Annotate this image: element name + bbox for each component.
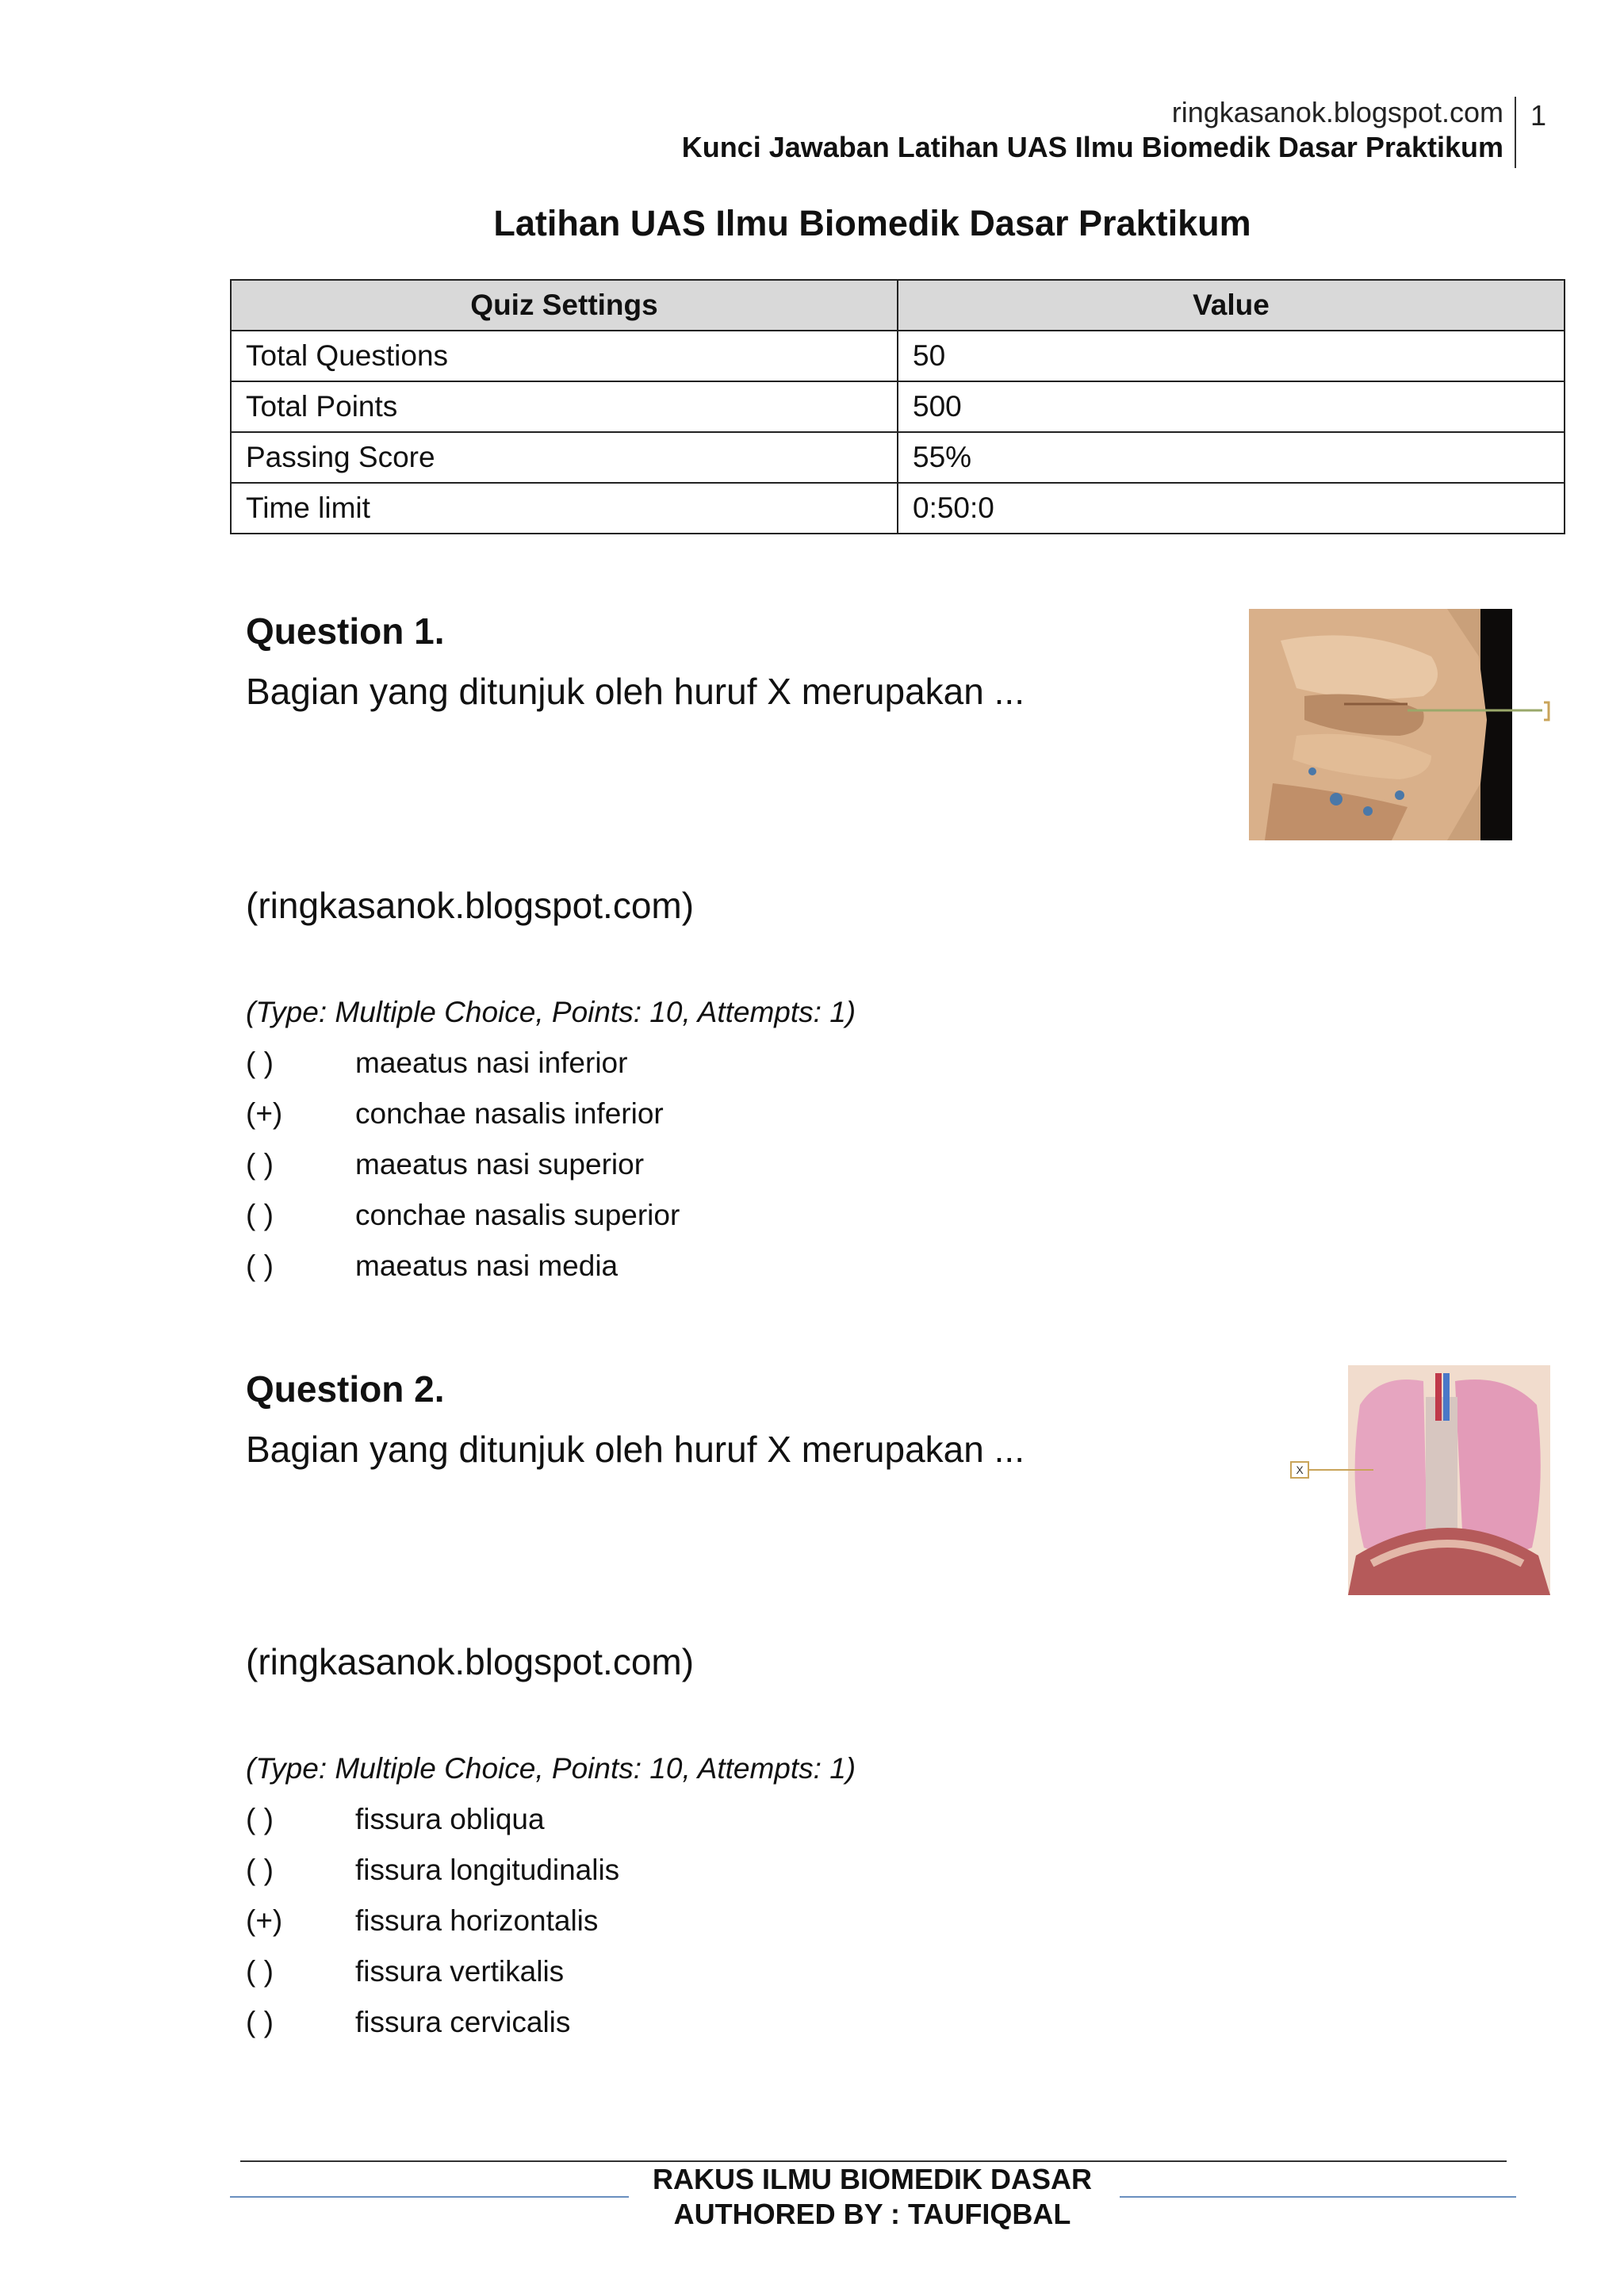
question-1-title: Question 1. [246, 610, 445, 652]
option-text: fissura longitudinalis [355, 1854, 620, 1886]
option-marker: ( ) [246, 2006, 274, 2038]
answer-option[interactable] [246, 1045, 1197, 1096]
setting-value: 50 [898, 331, 1565, 381]
setting-name: Time limit [231, 483, 898, 534]
option-marker: ( ) [246, 1047, 274, 1079]
option-text: conchae nasalis superior [355, 1199, 680, 1231]
option-marker: ( ) [246, 1199, 274, 1231]
header-site: ringkasanok.blogspot.com [1171, 96, 1503, 128]
setting-value: 500 [898, 381, 1565, 432]
column-header: Value [898, 280, 1565, 331]
lungs-image [1285, 1365, 1550, 1595]
setting-name: Passing Score [231, 432, 898, 483]
answer-option[interactable] [246, 1197, 1197, 1248]
option-text: fissura horizontalis [355, 1904, 599, 1937]
option-text: fissura cervicalis [355, 2006, 571, 2038]
option-text: conchae nasalis inferior [355, 1097, 664, 1130]
answer-option[interactable] [246, 1954, 1197, 2004]
answer-option[interactable] [246, 2004, 1197, 2055]
quiz-settings-table [230, 279, 1565, 534]
table-header-row [231, 280, 1565, 331]
header-divider [1515, 97, 1516, 168]
nasal-cavity-image [1249, 609, 1550, 840]
setting-name: Total Points [231, 381, 898, 432]
option-text: fissura obliqua [355, 1803, 545, 1835]
question-2-meta: (Type: Multiple Choice, Points: 10, Attempts: 1) [246, 1752, 856, 1785]
option-text: maeatus nasi superior [355, 1148, 645, 1181]
answer-option[interactable] [246, 1248, 1197, 1299]
footer-line-2: AUTHORED BY : TAUFIQBAL [673, 2198, 1071, 2230]
image-label-x: X [1296, 1464, 1304, 1476]
page-footer [0, 2162, 1624, 2232]
question-2-text: Bagian yang ditunjuk oleh huruf X merupakan ... [246, 1429, 1025, 1470]
option-marker: ( ) [246, 1249, 274, 1282]
question-2-title: Question 2. [246, 1368, 445, 1410]
option-text: maeatus nasi inferior [355, 1047, 628, 1079]
question-2-source: (ringkasanok.blogspot.com) [246, 1641, 695, 1682]
answer-option[interactable] [246, 1801, 1197, 1852]
page-header [473, 95, 1503, 165]
answer-option-correct[interactable] [246, 1903, 1197, 1954]
page-number: 1 [1530, 99, 1547, 132]
option-marker: ( ) [246, 1955, 274, 1988]
answer-option[interactable] [246, 1146, 1197, 1197]
table-row [231, 432, 1565, 483]
option-marker: (+) [246, 1097, 283, 1130]
question-1-text: Bagian yang ditunjuk oleh huruf X merupakan ... [246, 671, 1025, 712]
setting-value: 0:50:0 [898, 483, 1565, 534]
table-row [231, 331, 1565, 381]
option-marker: ( ) [246, 1148, 274, 1181]
option-marker: ( ) [246, 1803, 274, 1835]
answer-option-correct[interactable] [246, 1096, 1197, 1146]
option-marker: ( ) [246, 1854, 274, 1886]
column-header: Quiz Settings [231, 280, 898, 331]
table-row [231, 483, 1565, 534]
answer-option[interactable] [246, 1852, 1197, 1903]
option-text: maeatus nasi media [355, 1249, 619, 1282]
document-title: Latihan UAS Ilmu Biomedik Dasar Praktikum [493, 203, 1251, 243]
setting-value: 55% [898, 432, 1565, 483]
footer-line-1: RAKUS ILMU BIOMEDIK DASAR [653, 2163, 1092, 2195]
option-marker: (+) [246, 1904, 283, 1937]
table-row [231, 381, 1565, 432]
header-subtitle: Kunci Jawaban Latihan UAS Ilmu Biomedik Dasar Praktikum [681, 131, 1503, 163]
question-1-source: (ringkasanok.blogspot.com) [246, 885, 695, 926]
setting-name: Total Questions [231, 331, 898, 381]
option-text: fissura vertikalis [355, 1955, 565, 1988]
question-1-meta: (Type: Multiple Choice, Points: 10, Attempts: 1) [246, 996, 856, 1028]
